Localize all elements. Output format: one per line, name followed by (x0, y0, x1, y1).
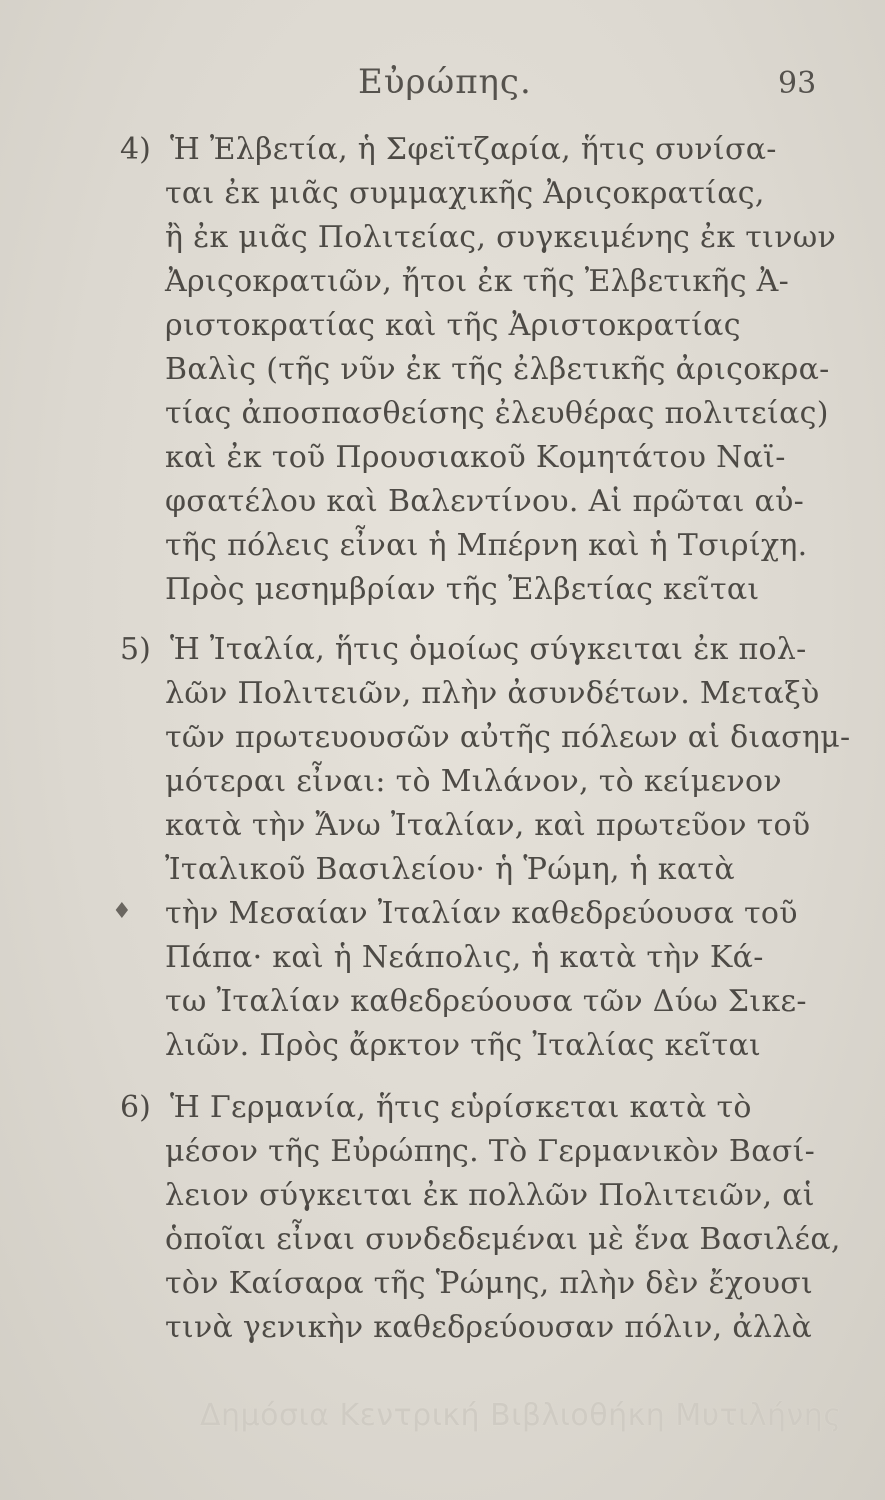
text-line: ὁποῖαι εἶναι συνδεδεμέναι μὲ ἕνα Βασιλέα, (165, 1222, 841, 1257)
section-number: 6) (120, 1090, 151, 1125)
text-line: μέσον τῆς Εὐρώπης. Τὸ Γερμανικὸν Βασί- (165, 1134, 816, 1169)
text-line: κατὰ τὴν Ἄνω Ἰταλίαν, καὶ πρωτεῦον τοῦ (165, 808, 811, 843)
text-line: τίας ἀποσπασθείσης ἐλευθέρας πολιτείας) (165, 396, 829, 431)
text-line: λειον σύγκειται ἐκ πολλῶν Πολιτειῶν, αἱ (165, 1178, 815, 1213)
text-line: τὸν Καίσαρα τῆς Ῥώμης, πλὴν δὲν ἔχουσι (165, 1266, 814, 1301)
text-line: Ἡ Γερμανία, ἥτις εὑρίσκεται κατὰ τὸ (170, 1090, 752, 1125)
text-line: ριστοκρατίας καὶ τῆς Ἀριστοκρατίας (165, 308, 741, 343)
text-line: τὴν Μεσαίαν Ἰταλίαν καθεδρεύουσα τοῦ (165, 896, 798, 931)
section-number: 5) (120, 632, 151, 667)
library-watermark: Δημόσια Κεντρική Βιβλιοθήκη Μυτιλήνης (200, 1398, 842, 1433)
text-line: λῶν Πολιτειῶν, πλὴν ἀσυνδέτων. Μεταξὺ (165, 676, 820, 711)
text-line: τω Ἰταλίαν καθεδρεύουσα τῶν Δύω Σικε- (165, 984, 807, 1019)
text-line: ται ἐκ μιᾶς συμμαχικῆς Ἀριςοκρατίας, (165, 176, 765, 211)
section-number: 4) (120, 132, 151, 167)
margin-mark: ♦ (112, 899, 132, 924)
text-line: Ἡ Ἰταλία, ἥτις ὁμοίως σύγκειται ἐκ πολ- (170, 632, 807, 667)
text-line: Ἀριςοκρατιῶν, ἤτοι ἐκ τῆς Ἐλβετικῆς Ἀ- (165, 264, 790, 299)
text-line: Βαλὶς (τῆς νῦν ἐκ τῆς ἐλβετικῆς ἀριςοκρα- (165, 352, 830, 387)
text-line: τινὰ γενικὴν καθεδρεύουσαν πόλιν, ἀλλὰ (165, 1310, 813, 1345)
text-line: καὶ ἐκ τοῦ Προυσιακοῦ Κομητάτου Ναϊ- (165, 440, 786, 475)
text-line: Ἡ Ἐλβετία, ἡ Σφεϊτζαρία, ἥτις συνίσα- (170, 132, 777, 167)
page-number: 93 (778, 66, 817, 101)
text-line: μότεραι εἶναι: τὸ Μιλάνον, τὸ κείμενον (165, 764, 782, 799)
text-line: τῶν πρωτευουσῶν αὐτῆς πόλεων αἱ διασημ- (165, 720, 851, 755)
running-title: Εὐρώπης. (358, 62, 532, 102)
text-line: ἢ ἐκ μιᾶς Πολιτείας, συγκειμένης ἐκ τινων (165, 220, 837, 255)
text-line: λιῶν. Πρὸς ἄρκτον τῆς Ἰταλίας κεῖται (165, 1028, 762, 1063)
text-line: Ἰταλικοῦ Βασιλείου· ἡ Ῥώμη, ἡ κατὰ (165, 852, 735, 887)
text-line: φσατέλου καὶ Βαλεντίνου. Αἱ πρῶται αὐ- (165, 484, 805, 519)
text-line: Πάπα· καὶ ἡ Νεάπολις, ἡ κατὰ τὴν Κά- (165, 940, 764, 975)
text-line: Πρὸς μεσημβρίαν τῆς Ἐλβετίας κεῖται (165, 572, 760, 607)
text-line: τῆς πόλεις εἶναι ἡ Μπέρνη καὶ ἡ Τσιρίχη. (165, 528, 808, 563)
page-header (0, 62, 885, 112)
